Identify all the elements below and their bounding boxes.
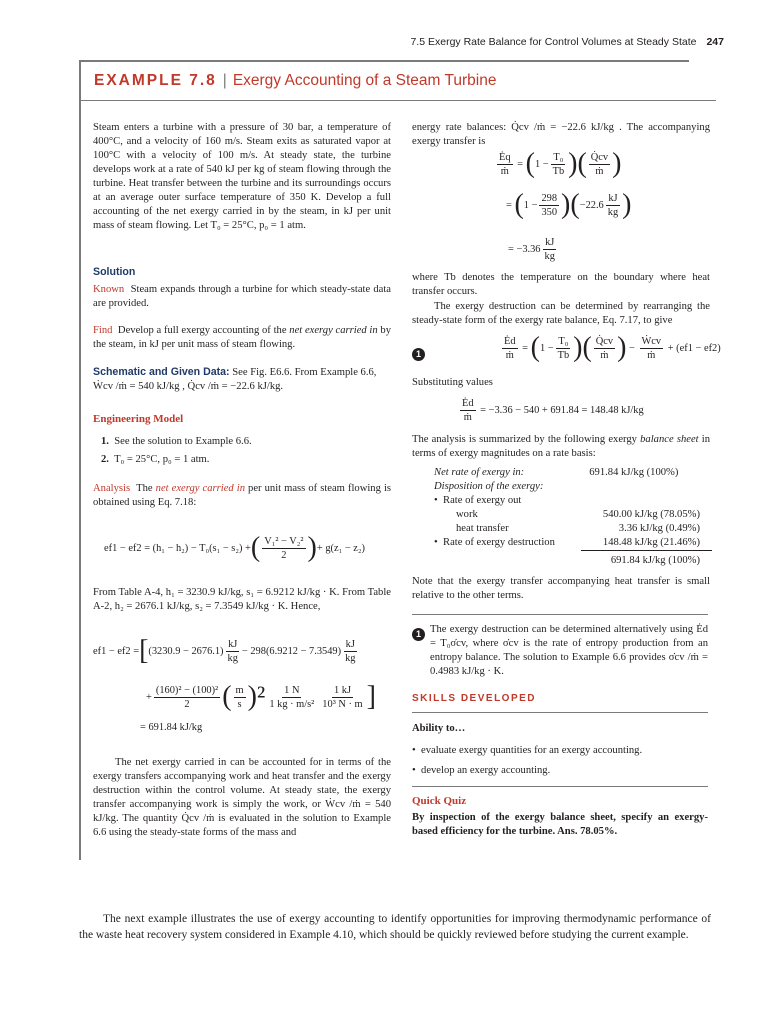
table-data: From Table A-4, h₁ = 3230.9 kJ/kg, s₁ = 6.9212 kJ/kg · K. From Table A-2, h₂ = 2676.1 kJ/kg, s₂ = 7.3549 kJ/kg · K. Hence, [93, 587, 391, 612]
model-heading: Engineering Model [93, 413, 184, 425]
footnote-callout: 1 [412, 624, 425, 642]
model-item-2: 2. T₀ = 25°C, p₀ = 1 atm. [101, 454, 210, 465]
frame-top-rule [79, 60, 689, 62]
find-label: Find [93, 325, 113, 336]
title-rule [81, 100, 716, 101]
tb-text: where Tb denotes the temperature on the boundary where heat transfer occurs. [412, 272, 710, 297]
equation-exergy-heat-2: = ( 1 − $\frac{298}{350}$ )( −22.6 $\frac{kJ}{kg}$ ) [506, 189, 632, 220]
equation-2-line2: + $\frac{\text{(160)² − (100)²}}{2}$ ( $\frac{m}{s}$ )² $\frac{1 N}{\text{1 kg · m/s²}}$ $\frac{1 kJ}{\text{10³ N · m}}$ ] [146, 681, 376, 712]
equation-destruction-value: $\frac{Ėd}{\text{ṁ}}$ = −3.36 − 540 + 691.84 = 148.48 kJ/kg [462, 398, 644, 423]
page-number: 247 [706, 36, 724, 48]
sheet-row-destruction: • Rate of exergy destruction 148.48 kJ/kg (21.46%) [422, 536, 712, 551]
summary-text: The analysis is summarized by the following exergy balance sheet in terms of exergy magnitudes on a rate basis: [412, 434, 710, 459]
note-text: Note that the exergy transfer accompanying heat transfer is small relative to the other terms. [412, 576, 710, 601]
skill-item-1: • evaluate exergy quantities for an exergy accounting. [412, 745, 643, 756]
model-list [93, 435, 391, 467]
skill-item-2: • develop an exergy accounting. [412, 765, 551, 776]
equation-2-result: = 691.84 kJ/kg [140, 722, 203, 733]
known-text: Steam expands through a turbine for which steady-state data are provided. [93, 284, 392, 309]
frame-left-rule [79, 60, 81, 860]
quiz-rule [412, 786, 708, 787]
substituting-text: Substituting values [412, 377, 493, 388]
known-label: Known [93, 284, 125, 295]
footnote-rule [412, 614, 708, 615]
exergy-balance-sheet [422, 466, 712, 568]
sheet-row-out: • Rate of exergy out [434, 495, 522, 506]
sheet-row-net: Net rate of exergy in: 691.84 kJ/kg (100%) [434, 467, 679, 478]
sheet-row-disposition: Disposition of the exergy: [434, 481, 544, 492]
skills-list [412, 744, 708, 778]
example-label: EXAMPLE 7.8 [94, 72, 217, 89]
schematic-label: Schematic and Given Data: [93, 366, 230, 378]
quiz-text: By inspection of the exergy balance sheet, specify an exergy-based efficiency for the turbine. Ans. 78.05%. [412, 812, 708, 837]
equation-exergy-heat-3: = −3.36 $\frac{kJ}{kg}$ [508, 237, 555, 262]
right-intro: energy rate balances: Q̇cv /ṁ = −22.6 kJ/kg . The accompanying exergy transfer is [412, 122, 710, 147]
find-block: Find Develop a full exergy accounting of the net exergy carried in by the steam, in kJ per unit mass of steam flowing. [93, 325, 392, 350]
schematic-block: Schematic and Given Data: See Fig. E6.6. From Example 6.6, Ẇcv /ṁ = 540 kJ/kg , Q̇cv /ṁ = −22.6 kJ/kg. [93, 366, 377, 392]
skills-heading: SKILLS DEVELOPED [412, 693, 537, 704]
ability-label: Ability to… [412, 723, 466, 734]
problem-statement: Steam enters a turbine with a pressure of 30 bar, a temperature of 400°C, and a velocity of 160 m/s. Steam exits as saturated vapor at 100°C with a velocity of 100 m/s. At steady state, the turbine develops work at a rate of 540 kJ per kg of steam flowing through the turbine. Heat transfer between the turbine and its surroundings occurs at an average outer surface temperature of 350 K. Develop a full accounting of the net exergy carried in by the steam, in kJ per unit mass of steam flowing. Let T₀ = 25°C, p₀ = 1 atm. [93, 122, 391, 231]
equation-exergy-heat-1: $\frac{Ėq}{\text{ṁ}}$ = ( 1 − $\frac{\text{T₀}}{Tb}$ )( $\frac{Q̇cv}{\text{ṁ}}$ ) [499, 148, 622, 179]
model-item-1: 1. See the solution to Example 6.6. [101, 436, 252, 447]
analysis-block: Analysis The net exergy carried in per unit mass of steam flowing is obtained using Eq. 7.18: [93, 483, 392, 508]
equation-7-18: ef1 − ef2 = (h₁ − h₂) − T₀(s₁ − s₂) + ( $\frac{\text{V₁² − V₂²}}{2}$ ) + g(z₁ − z₂) [104, 532, 365, 563]
sheet-row-total: 691.84 kJ/kg (100%) [610, 555, 700, 566]
equation-destruction: $\frac{Ėd}{\text{ṁ}}$ = ( 1 − $\frac{\text{T₀}}{Tb}$ )( $\frac{Q̇cv}{\text{ṁ}}$ ) − $\frac{\text{Ẇcv}}{\text{ṁ}}$ + (ef1 − ef2) [504, 332, 721, 363]
analysis-label: Analysis [93, 483, 131, 494]
footnote-text: The exergy destruction can be determined alternatively using Ėd = T₀σ̇cv, where σ̇cv is the rate of entropy production from an entropy balance. The solution to Example 6.6 provides σ̇cv /ṁ = 0.4983 kJ/kg · K. [430, 624, 708, 677]
closing-paragraph: The next example illustrates the use of exergy accounting to identify opportunities for improving thermodynamic performance of the waste heat recovery system considered in Example 4.10, which should be quickly reviewed before studying the current example. [79, 913, 711, 941]
left-paragraph: The net exergy carried in can be accounted for in terms of the exergy transfers accompanying work and heat transfer and the exergy destruction within the control volume. At steady state, the exergy transfer accompanying work is simply the work, or Ẇcv /ṁ = 540 kJ/kg. The quantity Q̇cv /ṁ is evaluated in the solution to Example 6.6 using the steady-state forms of the mass and [93, 757, 391, 838]
quiz-heading: Quick Quiz [412, 795, 467, 807]
equation-2-line1: ef1 − ef2 = [ (3230.9 − 2676.1) $\frac{kJ}{kg}$ − 298(6.9212 − 7.3549) $\frac{kJ}{kg}$ [93, 635, 356, 666]
sheet-row-work: work 540.00 kJ/kg (78.05%) [456, 509, 700, 520]
running-header [410, 36, 724, 48]
known-block [93, 283, 391, 311]
sheet-row-heat: heat transfer 3.36 kJ/kg (0.49%) [456, 523, 700, 534]
example-heading: Exergy Accounting of a Steam Turbine [232, 72, 497, 89]
example-title: EXAMPLE 7.8 | Exergy Accounting of a Steam Turbine [94, 72, 497, 89]
section-title: 7.5 Exergy Rate Balance for Control Volumes at Steady State [410, 36, 697, 48]
skills-rule [412, 712, 708, 713]
solution-heading: Solution [93, 266, 136, 278]
callout-1: 1 [412, 344, 425, 362]
destruction-intro: The exergy destruction can be determined by rearranging the steady-state form of the exergy rate balance, Eq. 7.17, to give [412, 301, 710, 326]
